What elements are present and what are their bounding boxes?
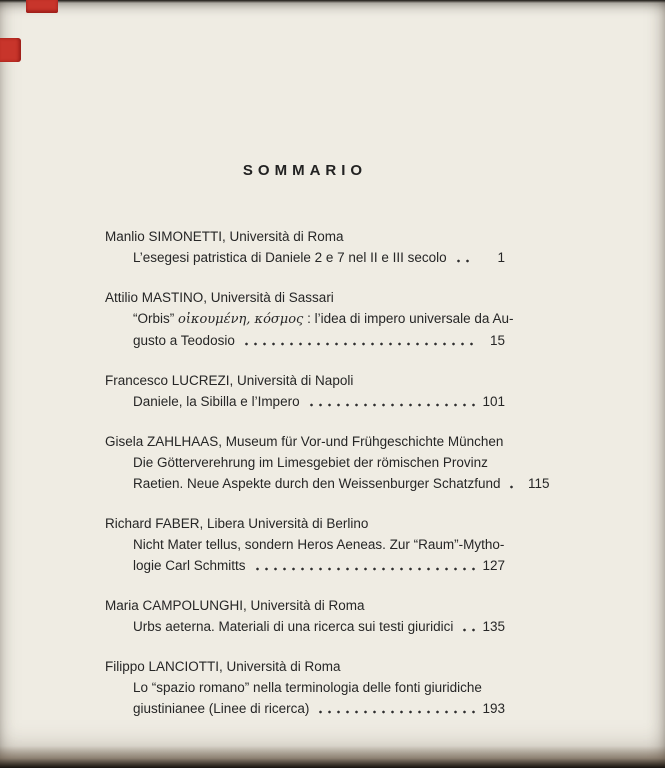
dot-leader bbox=[460, 627, 475, 633]
dot-leader bbox=[242, 341, 475, 347]
entry-page-number: 135 bbox=[482, 619, 505, 634]
entry-title-text: gusto a Teodosio bbox=[133, 333, 235, 348]
entry-title-text: Lo “spazio romano” nella terminologia delle fonti giuridiche bbox=[133, 680, 482, 695]
entry-title-segment: : l’idea di impero universale da Au- bbox=[303, 311, 514, 326]
dot-leader bbox=[307, 402, 475, 408]
entry-title-text: logie Carl Schmitts bbox=[133, 558, 246, 573]
entry-author: Filippo LANCIOTTI, Università di Roma bbox=[105, 659, 341, 674]
entry-title-text: Raetien. Neue Aspekte durch den Weissenburger Schatzfund bbox=[133, 476, 501, 491]
entry-title-text: Nicht Mater tellus, sondern Heros Aeneas. Zur “Raum”-Mytho- bbox=[133, 537, 505, 552]
entry-author: Richard FABER, Libera Università di Berlino bbox=[105, 516, 369, 531]
entry-page-number: 1 bbox=[497, 250, 505, 265]
entry-title-line bbox=[105, 308, 514, 330]
entry-title-line bbox=[105, 555, 505, 576]
entry-title-line bbox=[105, 391, 505, 412]
dot-leader bbox=[316, 709, 475, 715]
entry-title-line bbox=[105, 473, 550, 494]
entry-title-line bbox=[105, 616, 505, 637]
dot-leader bbox=[454, 258, 475, 264]
entry-title-line bbox=[105, 534, 505, 555]
entry-page-number: 115 bbox=[527, 476, 550, 491]
entry-author: Manlio SIMONETTI, Università di Roma bbox=[105, 229, 344, 244]
entry-title-line bbox=[105, 330, 505, 351]
entry-author: Maria CAMPOLUNGHI, Università di Roma bbox=[105, 598, 365, 613]
red-tape-mark-left bbox=[0, 38, 21, 62]
entry-title-segment: “Orbis” bbox=[133, 311, 178, 326]
entry-title-text: Urbs aeterna. Materiali di una ricerca sui testi giuridici bbox=[133, 619, 454, 634]
entry-page-number: 193 bbox=[482, 701, 505, 716]
page-title: SOMMARIO bbox=[242, 162, 368, 179]
entry-title-text: L’esegesi patristica di Daniele 2 e 7 nel II e III secolo bbox=[133, 250, 447, 265]
entry-title-text: giustinianee (Linee di ricerca) bbox=[133, 701, 310, 716]
entry-author: Francesco LUCREZI, Università di Napoli bbox=[105, 373, 354, 388]
toc-entry bbox=[105, 431, 550, 494]
toc-entry bbox=[105, 513, 505, 576]
entry-title-text: Daniele, la Sibilla e l’Impero bbox=[133, 394, 300, 409]
entry-title-text: Die Götterverehrung im Limesgebiet der römischen Provinz bbox=[133, 455, 488, 470]
toc-entry bbox=[105, 287, 514, 351]
entry-title-line bbox=[105, 247, 505, 268]
entry-title-line bbox=[105, 677, 505, 698]
entry-page-number: 15 bbox=[489, 333, 505, 348]
table-of-contents bbox=[105, 226, 550, 719]
entry-author: Attilio MASTINO, Università di Sassari bbox=[105, 290, 334, 305]
dot-leader bbox=[253, 566, 475, 572]
toc-entry bbox=[105, 370, 505, 412]
entry-page-number: 101 bbox=[482, 394, 505, 409]
page-content bbox=[105, 0, 550, 738]
entry-title-greek-segment: οἰκουμένη, κόσμος bbox=[178, 312, 304, 327]
entry-title-line bbox=[105, 452, 505, 473]
dot-leader bbox=[507, 484, 519, 490]
toc-entry bbox=[105, 595, 505, 637]
red-tape-mark-top bbox=[26, 0, 58, 13]
entry-title-text bbox=[133, 308, 513, 330]
toc-entry bbox=[105, 656, 505, 719]
entry-author: Gisela ZAHLHAAS, Museum für Vor-und Frühgeschichte München bbox=[105, 434, 504, 449]
entry-page-number: 127 bbox=[482, 558, 505, 573]
entry-title-line bbox=[105, 698, 505, 719]
toc-entry bbox=[105, 226, 505, 268]
